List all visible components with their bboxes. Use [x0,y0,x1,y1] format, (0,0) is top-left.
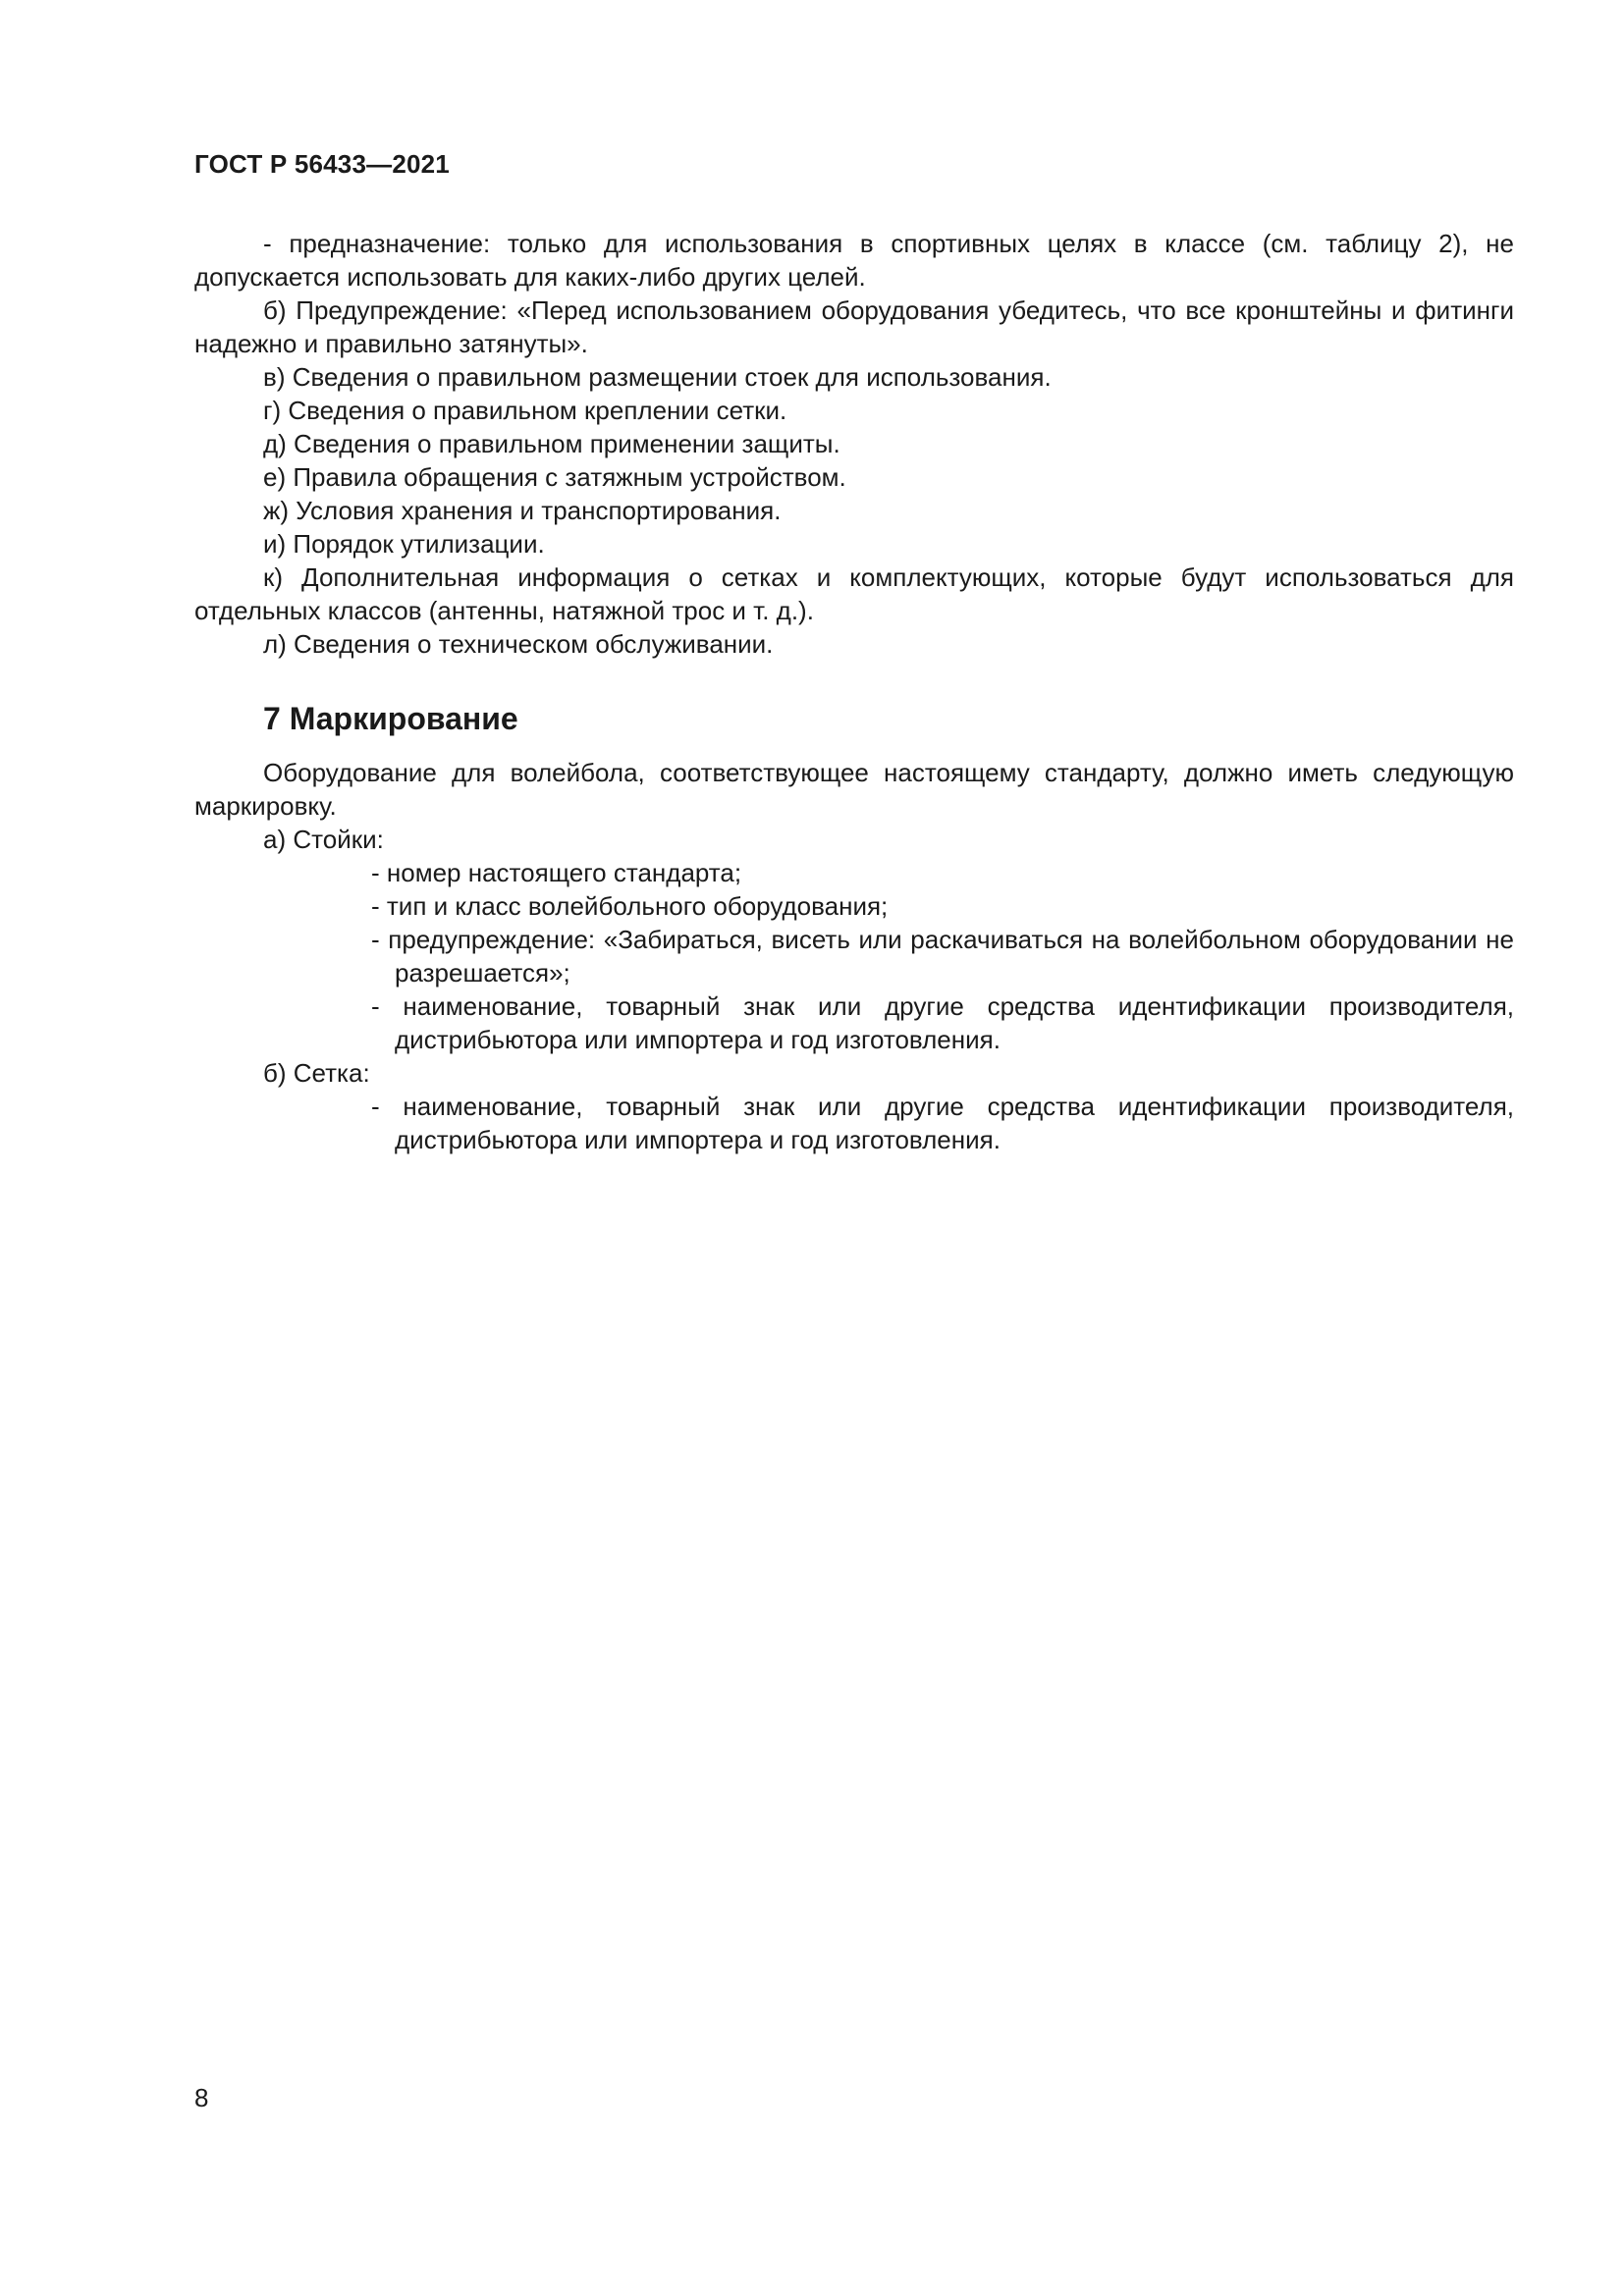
paragraph-warning: б) Предупреждение: «Перед использованием оборудования убедитесь, что все кронштейны и фитинги надежно и правильно затянуты». [194,295,1514,358]
paragraph-placement: в) Сведения о правильном размещении стоек для использования. [263,362,1052,392]
section-title-marking: 7 Маркирование [263,701,518,736]
group-label-net: б) Сетка: [263,1058,370,1088]
paragraph-additional-info: к) Дополнительная информация о сетках и комплектующих, которые будут использоваться для отдельных классов (антенны, натяжной трос и т. д.). [194,562,1514,625]
list-item: - тип и класс волейбольного оборудования; [371,891,889,921]
paragraph-protection: д) Сведения о правильном применении защиты. [263,429,840,458]
paragraph-storage: ж) Условия хранения и транспортирования. [263,496,782,525]
list-item: - наименование, товарный знак или другие средства идентификации производителя, дистрибьютора или импортера и год изготовления. [371,1092,1514,1154]
list-item: - предупреждение: «Забираться, висеть или раскачиваться на волейбольном оборудовании не разрешается»; [371,925,1514,988]
paragraph-net-fastening: г) Сведения о правильном креплении сетки. [263,396,787,425]
group-label-stands: а) Стойки: [263,825,384,854]
paragraph-tensioner: е) Правила обращения с затяжным устройством. [263,462,846,492]
net-marking-list [194,1090,1514,1156]
list-item: - наименование, товарный знак или другие средства идентификации производителя, дистрибьютора или импортера и год изготовления. [371,991,1514,1054]
document-header: ГОСТ Р 56433—2021 [194,149,450,179]
paragraph-maintenance: л) Сведения о техническом обслуживании. [263,629,774,659]
section-intro-paragraph: Оборудование для волейбола, соответствующее настоящему стандарту, должно иметь следующую маркировку. [194,758,1514,821]
paragraph-purpose: - предназначение: только для использования в спортивных целях в классе (см. таблицу 2), не допускается использовать для каких-либо других целей. [194,229,1514,292]
paragraph-disposal: и) Порядок утилизации. [263,529,545,559]
page-number: 8 [194,2083,209,2112]
page-content [194,227,1514,1156]
list-item: - номер настоящего стандарта; [371,858,742,887]
stands-marking-list [194,856,1514,1056]
